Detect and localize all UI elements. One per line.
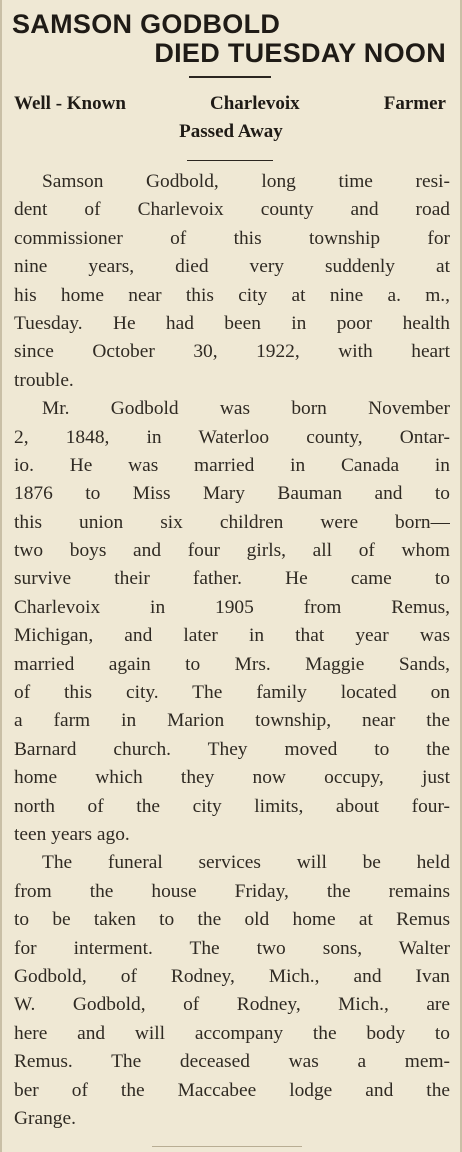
text-line: Grange. [14, 1107, 76, 1129]
text-line: north of the city limits, about four- [14, 795, 450, 817]
text-line: two boys and four girls, all of whom [14, 540, 450, 562]
headline-divider [189, 76, 271, 78]
text-line: home which they now occupy, just [14, 767, 450, 789]
text-line: dent of Charlevoix county and road [14, 199, 450, 221]
text-line: Barnard church. They moved to the [14, 738, 450, 760]
headline-line-2: DIED TUESDAY NOON [154, 38, 446, 68]
subhead-word: Farmer [383, 93, 446, 114]
paragraph [14, 168, 450, 395]
text-line: W. Godbold, of Rodney, Mich., are [14, 994, 450, 1016]
text-line: of this city. The family located on [14, 682, 450, 704]
subhead-divider [187, 160, 273, 161]
text-line: The funeral services will be held [42, 852, 450, 874]
text-line: Mr. Godbold was born November [42, 398, 450, 420]
text-line: Samson Godbold, long time resi- [42, 171, 450, 192]
text-line: Tuesday. He had been in poor health [14, 312, 450, 334]
text-line: survive their father. He came to [14, 568, 450, 590]
text-line: here and will accompany the body to [14, 1022, 450, 1044]
text-line: 2, 1848, in Waterloo county, Ontar- [14, 426, 450, 448]
text-line: from the house Friday, the remains [14, 880, 450, 902]
text-line: Michigan, and later in that year was [14, 625, 450, 647]
subhead-line-2: Passed Away [179, 121, 283, 142]
text-line: a farm in Marion township, near the [14, 710, 450, 732]
text-line: for interment. The two sons, Walter [14, 937, 450, 959]
text-line: teen years ago. [14, 823, 130, 845]
text-line: since October 30, 1922, with heart [14, 341, 450, 363]
bottom-divider [152, 1146, 302, 1147]
text-line: Godbold, of Rodney, Mich., and Ivan [14, 965, 450, 987]
text-line: 1876 to Miss Mary Bauman and to [14, 483, 450, 505]
subhead-line-1 [14, 90, 446, 118]
text-line: ber of the Maccabee lodge and the [14, 1079, 450, 1101]
paragraph [14, 395, 450, 849]
headline-line-1: SAMSON GODBOLD [12, 9, 281, 39]
text-line: his home near this city at nine a. m., [14, 284, 450, 306]
text-line: this union six children were born— [14, 511, 450, 533]
paragraph [14, 849, 450, 1133]
text-line: Remus. The deceased was a mem- [14, 1051, 450, 1073]
text-line: trouble. [14, 369, 74, 391]
text-line: io. He was married in Canada in [14, 454, 450, 476]
text-line: Charlevoix in 1905 from Remus, [14, 596, 450, 618]
subhead-word: Charlevoix [209, 93, 300, 114]
text-line: to be taken to the old home at Remus [14, 909, 450, 931]
text-line: married again to Mrs. Maggie Sands, [14, 653, 450, 675]
article-body [14, 168, 450, 1133]
subhead-word: Well - Known [14, 93, 126, 114]
text-line: commissioner of this township for [14, 227, 450, 249]
text-line: nine years, died very suddenly at [14, 256, 450, 278]
